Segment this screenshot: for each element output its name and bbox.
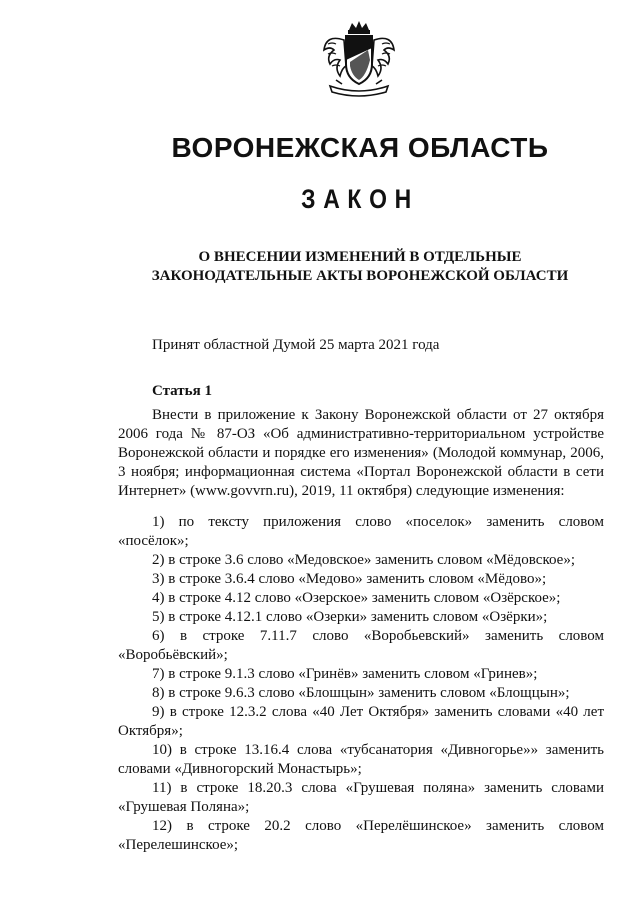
- list-item: 6) в строке 7.11.7 слово «Воробьевский» заменить словом «Воробьёвский»;: [118, 628, 604, 663]
- list-item: 11) в строке 18.20.3 слова «Грушевая поляна» заменить словами «Грушевая Поляна»;: [118, 780, 604, 815]
- list-item: 4) в строке 4.12 слово «Озерское» заменить словом «Озёрское»;: [152, 590, 561, 606]
- adoption-date: Принят областной Думой 25 марта 2021 года: [152, 337, 440, 353]
- list-item: 5) в строке 4.12.1 слово «Озерки» заменить словом «Озёрки»;: [152, 609, 548, 625]
- region-title: ВОРОНЕЖСКАЯ ОБЛАСТЬ: [171, 132, 549, 163]
- list-item: 7) в строке 9.1.3 слово «Гринёв» заменить словом «Гринев»;: [152, 666, 538, 682]
- document-type-heading: ЗАКОН: [301, 184, 419, 214]
- amendments-list: [118, 513, 604, 855]
- list-item: 3) в строке 3.6.4 слово «Медово» заменить словом «Мёдово»;: [152, 571, 547, 587]
- article-intro: [118, 406, 604, 501]
- list-item: 10) в строке 13.16.4 слова «тубсанатория «Дивногорье»» заменить словами «Дивногорский Монастырь»;: [118, 742, 604, 777]
- list-item: 2) в строке 3.6 слово «Медовское» заменить словом «Мёдовское»;: [152, 552, 575, 568]
- list-item: 12) в строке 20.2 слово «Перелёшинское» заменить словом «Перелешинское»;: [118, 818, 604, 853]
- list-item: 9) в строке 12.3.2 слова «40 Лет Октября» заменить словами «40 лет Октября»;: [118, 704, 604, 739]
- intro-paragraph: Внести в приложение к Закону Воронежской области от 27 октября 2006 года № 87-ОЗ «Об административно-территориальном устройстве Воронежской области и порядке его изменения» (Молодой коммунар, 2006, 3 ноября; информационная система «Портал Воронежской области в сети Интернет» (www.govvrn.ru), 2019, 11 октября) следующие изменения:: [118, 407, 604, 499]
- list-item: 8) в строке 9.6.3 слово «Блошцын» заменить словом «Блощцын»;: [152, 685, 570, 701]
- law-title: О ВНЕСЕНИИ ИЗМЕНЕНИЙ В ОТДЕЛЬНЫЕ ЗАКОНОДАТЕЛЬНЫЕ АКТЫ ВОРОНЕЖСКОЙ ОБЛАСТИ: [151, 249, 569, 284]
- article-heading: Статья 1: [152, 383, 212, 399]
- voronezh-coat-of-arms-icon: [316, 20, 402, 98]
- list-item: 1) по тексту приложения слово «поселок» заменить словом «посёлок»;: [118, 514, 604, 549]
